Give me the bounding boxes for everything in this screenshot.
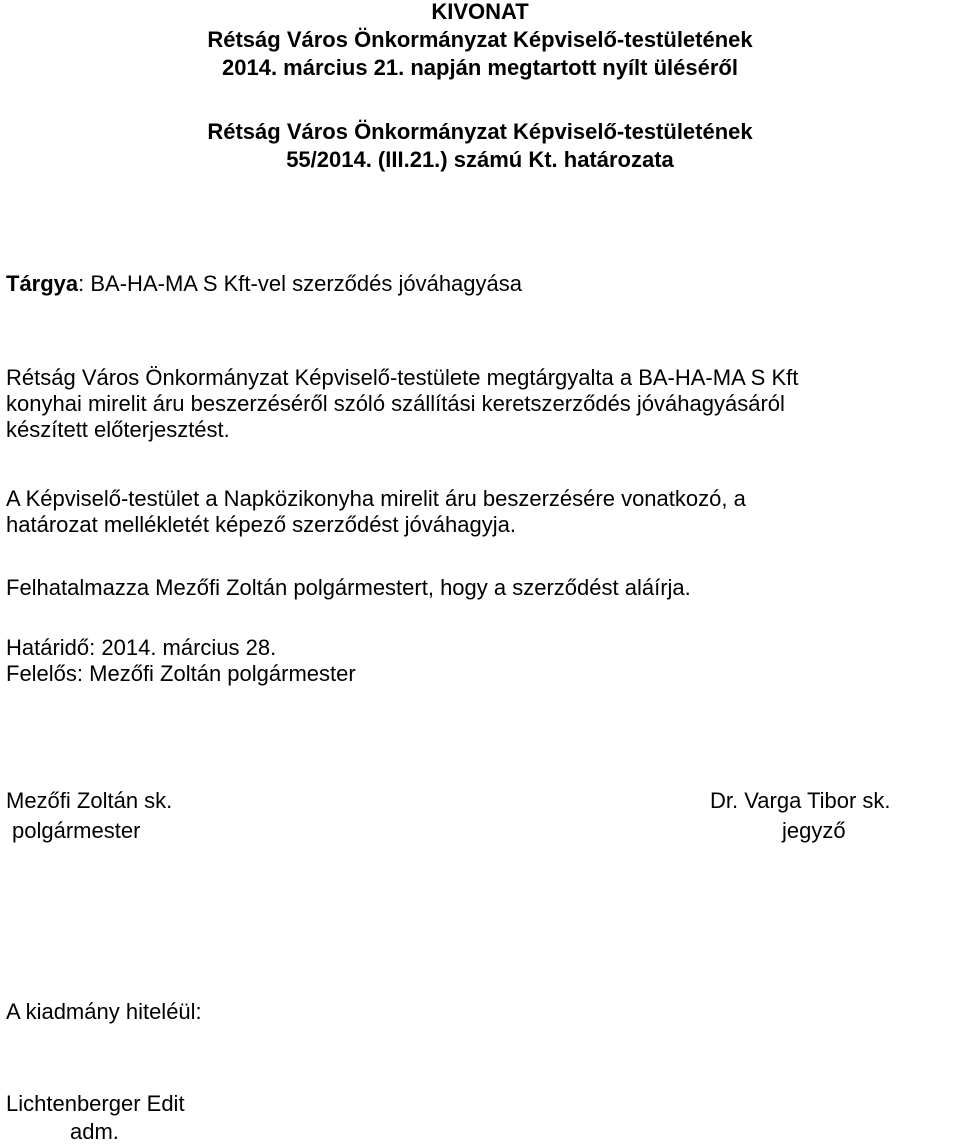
deadline-line: Határidő: 2014. március 28. <box>6 635 277 660</box>
left-signature-title: polgármester <box>12 818 141 843</box>
paragraph-2 <box>6 486 956 538</box>
paragraph-1 <box>6 365 956 443</box>
paragraph-3 <box>6 575 956 601</box>
responsible-line: Felelős: Mezőfi Zoltán polgármester <box>6 661 356 686</box>
deadline-block <box>6 635 956 687</box>
document-title: KIVONAT <box>431 0 529 24</box>
paragraph-1-line: konyhai mirelit áru beszerzéséről szóló szállítási keretszerződés jóváhagyásáról <box>6 391 785 416</box>
paragraph-2-line: határozat mellékletét képező szerződést jóváhagyja. <box>6 512 516 537</box>
certifier-title: adm. <box>70 1119 119 1144</box>
paragraph-3-line: Felhatalmazza Mezőfi Zoltán polgármestert, hogy a szerződést aláírja. <box>6 575 691 600</box>
subject-text: : BA-HA-MA S Kft-vel szerződés jóváhagyása <box>78 271 523 296</box>
document-header <box>0 0 960 82</box>
resolution-number-line: 55/2014. (III.21.) számú Kt. határozata <box>286 147 674 172</box>
header-body-line: Rétság Város Önkormányzat Képviselő-testületének <box>207 27 753 52</box>
right-signature-name: Dr. Varga Tibor sk. <box>710 788 891 813</box>
subject-label: Tárgya <box>6 271 79 296</box>
left-signature-name: Mezőfi Zoltán sk. <box>6 788 173 813</box>
resolution-body-line: Rétság Város Önkormányzat Képviselő-testületének <box>207 119 753 144</box>
certification-label: A kiadmány hiteléül: <box>6 999 202 1024</box>
resolution-header <box>0 118 960 174</box>
paragraph-1-line: készített előterjesztést. <box>6 417 230 442</box>
paragraph-2-line: A Képviselő-testület a Napközikonyha mirelit áru beszerzésére vonatkozó, a <box>6 486 746 511</box>
certifier-name: Lichtenberger Edit <box>6 1091 185 1116</box>
paragraph-1-line: Rétság Város Önkormányzat Képviselő-testülete megtárgyalta a BA-HA-MA S Kft <box>6 365 799 390</box>
header-session-line: 2014. március 21. napján megtartott nyílt üléséről <box>222 55 738 80</box>
subject-line <box>6 271 956 297</box>
right-signature-title: jegyző <box>782 818 846 843</box>
